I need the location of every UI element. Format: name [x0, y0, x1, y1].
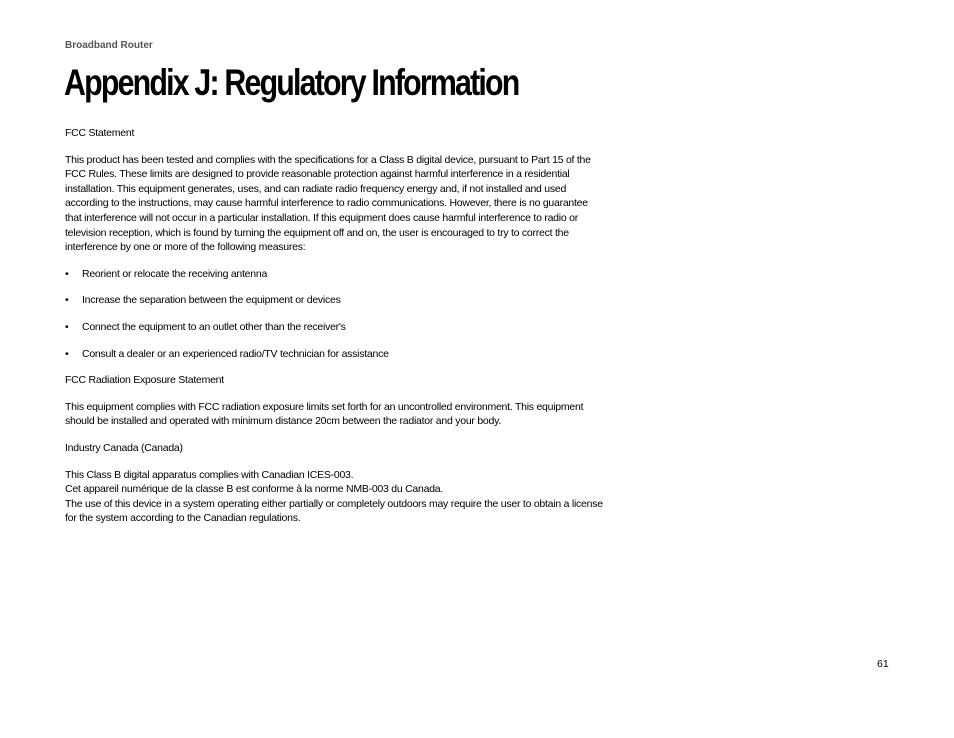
ices-compliance-line: This Class B digital apparatus complies with Canadian ICES-003.	[65, 468, 354, 481]
spacer	[65, 255, 605, 267]
page-title: Appendix J: Regulatory Information	[64, 62, 519, 103]
bullet-icon: •	[65, 320, 69, 333]
list-item	[65, 293, 605, 308]
spacer	[65, 388, 605, 400]
spacer	[65, 429, 605, 441]
fcc-statement-body: This product has been tested and complies with the specifications for a Class B digital device, pursuant to Part 15 of the FCC Rules. These limits are designed to provide reasonable protection against harmful interference in a residential installation. This equipment generates, uses, and can radiate radio frequency energy and, if not installed and used according to the instructions, may cause harmful interference to radio communications. However, there is no guarantee that interference will not occur in a particular installation. If this equipment does cause harmful interference to radio or television reception, which is found by turning the equipment off and on, the user is encouraged to try to correct the interference by one or more of the following measures:	[65, 153, 591, 254]
industry-canada-body	[65, 468, 605, 526]
fcc-statement-heading: FCC Statement	[65, 127, 135, 139]
page-number: 61	[877, 658, 889, 670]
document-body	[65, 126, 605, 526]
list-item	[65, 347, 605, 362]
radiation-exposure-heading: FCC Radiation Exposure Statement	[65, 374, 224, 387]
list-item	[65, 320, 605, 335]
industry-canada-heading: Industry Canada (Canada)	[65, 441, 183, 454]
list-item-text: Consult a dealer or an experienced radio/TV technician for assistance	[82, 347, 389, 360]
radiation-exposure-body: This equipment complies with FCC radiation exposure limits set forth for an uncontrolled environment. This equipment should be installed and operated with minimum distance 20cm between the radiator and your body.	[65, 400, 584, 428]
outdoor-license-line: The use of this device in a system operating either partially or completely outdoors may require the user to obtain a license for the system according to the Canadian regulations.	[65, 497, 603, 525]
spacer	[65, 141, 605, 153]
bullet-icon: •	[65, 347, 69, 360]
running-header: Broadband Router	[65, 40, 153, 51]
list-item-text: Reorient or relocate the receiving antenna	[82, 267, 268, 280]
list-item-text: Increase the separation between the equipment or devices	[82, 294, 341, 307]
spacer	[65, 456, 605, 468]
bullet-icon: •	[65, 267, 69, 280]
nmb-compliance-line: Cet appareil numérique de la classe B est conforme à la norme NMB-003 du Canada.	[65, 483, 444, 496]
interference-measures-list	[65, 267, 605, 361]
list-item-text: Connect the equipment to an outlet other than the receiver's	[82, 320, 346, 333]
bullet-icon: •	[65, 294, 69, 307]
list-item	[65, 267, 605, 282]
